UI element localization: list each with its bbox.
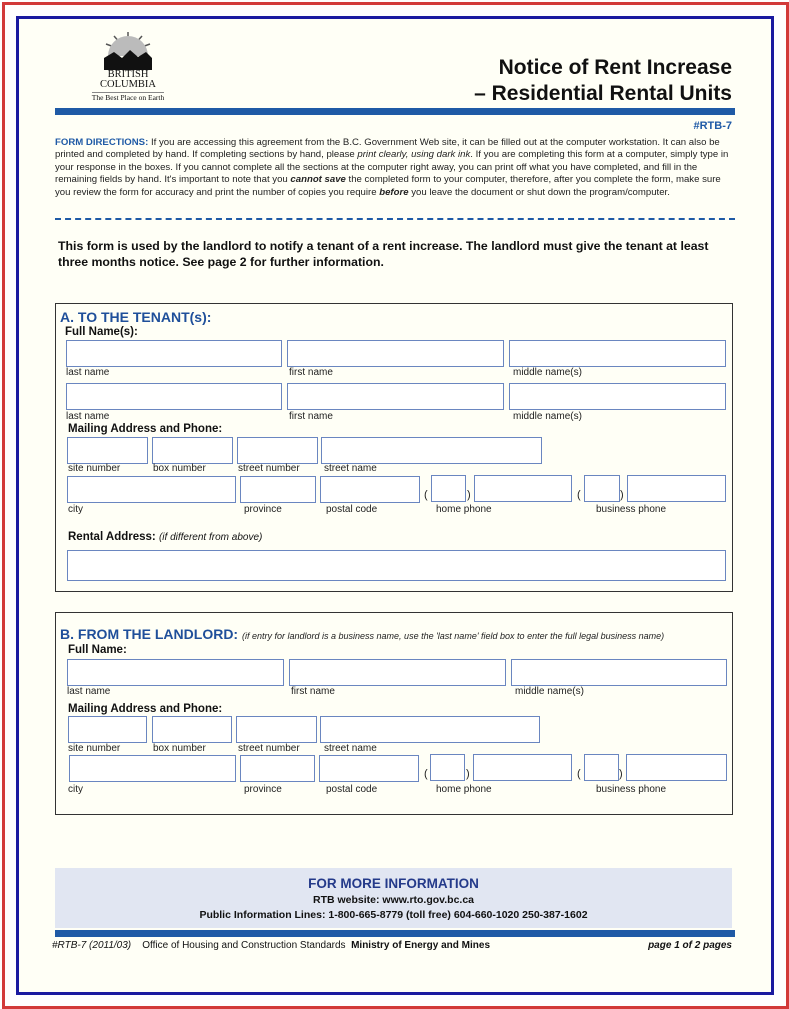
landlord-city-input[interactable] [69, 755, 236, 782]
paren: ) [620, 489, 624, 501]
last-name-label: last name [67, 686, 111, 697]
postal-code-label: postal code [326, 784, 378, 795]
section-b-title-text: B. FROM THE LANDLORD: [60, 626, 239, 642]
dashed-divider [55, 218, 735, 220]
middle-name-label: middle name(s) [513, 367, 582, 378]
landlord-site-number-input[interactable] [68, 716, 147, 743]
section-b-note: (if entry for landlord is a business name, use the 'last name' field box to enter the full legal business name) [241, 631, 665, 641]
tenant-street-name-input[interactable] [321, 437, 542, 464]
mailing-label: Mailing Address and Phone: [68, 703, 223, 715]
landlord-middle-name-input[interactable] [511, 659, 727, 686]
form-id: #RTB-7 [693, 120, 732, 132]
home-phone-label: home phone [436, 784, 492, 795]
landlord-box-number-input[interactable] [152, 716, 232, 743]
province-label: province [244, 504, 282, 515]
street-number-label: street number [238, 743, 300, 754]
tenant-city-input[interactable] [67, 476, 236, 503]
tenant-street-number-input[interactable] [237, 437, 318, 464]
public-info-lines: Public Information Lines: 1-800-665-8779 (toll free) 604-660-1020 250-387-1602 [199, 909, 588, 921]
paren: ( [577, 768, 581, 780]
middle-name-label: middle name(s) [515, 686, 584, 697]
rental-address-label [68, 531, 262, 543]
landlord-home-area-code-input[interactable] [430, 754, 465, 781]
tenant1-first-name-input[interactable] [287, 340, 504, 367]
footer-bar [55, 930, 735, 937]
rental-note: (if different from above) [158, 532, 263, 543]
more-info-heading: FOR MORE INFORMATION [308, 876, 479, 891]
header-bar [55, 108, 735, 115]
box-number-label: box number [153, 743, 206, 754]
full-names-label: Full Name(s): [65, 326, 138, 338]
landlord-business-phone-input[interactable] [626, 754, 727, 781]
page-number: page 1 of 2 pages [648, 940, 732, 951]
section-b-title [60, 626, 664, 642]
landlord-street-number-input[interactable] [236, 716, 317, 743]
first-name-label: first name [289, 411, 333, 422]
street-name-label: street name [324, 463, 377, 474]
paren: ( [424, 768, 428, 780]
logo-text [73, 70, 183, 103]
directions-bold: before [379, 186, 409, 198]
street-name-label: street name [324, 743, 377, 754]
rtb-website: RTB website: www.rto.gov.bc.ca [312, 894, 475, 906]
directions-text: you leave the document or shut down the program/computer. [408, 186, 670, 198]
tenant2-last-name-input[interactable] [66, 383, 282, 410]
landlord-first-name-input[interactable] [289, 659, 506, 686]
intro-text: This form is used by the landlord to notify a tenant of a rent increase. The landlord must give the tenant at least three months notice. See page 2 for further information. [58, 239, 709, 269]
tenant-site-number-input[interactable] [67, 437, 148, 464]
street-number-label: street number [238, 463, 300, 474]
tenant-box-number-input[interactable] [152, 437, 233, 464]
sun-mountain-icon [98, 30, 158, 70]
logo-line2: COLUMBIA [99, 79, 156, 90]
landlord-postal-code-input[interactable] [319, 755, 419, 782]
business-phone-label: business phone [596, 784, 667, 795]
province-label: province [244, 784, 282, 795]
middle-name-label: middle name(s) [513, 411, 582, 422]
full-name-label: Full Name: [68, 644, 127, 656]
section-a-title: A. TO THE TENANT(s): [60, 309, 212, 325]
form-directions [55, 137, 735, 199]
paren: ( [577, 489, 581, 501]
home-phone-label: home phone [436, 504, 492, 515]
directions-bold: cannot save [290, 174, 346, 186]
landlord-last-name-input[interactable] [67, 659, 284, 686]
site-number-label: site number [68, 463, 121, 474]
last-name-label: last name [66, 367, 110, 378]
footer-office: Office of Housing and Construction Standards [142, 940, 346, 951]
paren: ) [466, 768, 470, 780]
logo-line1: BRITISH [107, 69, 149, 80]
first-name-label: first name [289, 367, 333, 378]
bc-logo [73, 30, 183, 106]
rental-label: Rental Address: [68, 531, 156, 543]
rental-address-input[interactable] [67, 550, 726, 581]
city-label: city [68, 784, 83, 795]
landlord-business-area-code-input[interactable] [584, 754, 619, 781]
business-phone-label: business phone [596, 504, 667, 515]
tenant-home-area-code-input[interactable] [431, 475, 466, 502]
paren: ( [424, 489, 428, 501]
directions-italic: print clearly, using dark ink [357, 149, 471, 161]
mailing-label: Mailing Address and Phone: [68, 423, 223, 435]
page-title-line2: – Residential Rental Units [474, 82, 732, 105]
logo-tagline: The Best Place on Earth [91, 93, 165, 102]
footer-form-code: #RTB-7 (2011/03) [52, 940, 132, 951]
tenant-business-area-code-input[interactable] [584, 475, 620, 502]
footer-left [52, 940, 490, 951]
paren: ) [619, 768, 623, 780]
tenant1-last-name-input[interactable] [66, 340, 282, 367]
landlord-street-name-input[interactable] [320, 716, 540, 743]
city-label: city [68, 504, 83, 515]
box-number-label: box number [153, 463, 206, 474]
landlord-province-input[interactable] [240, 755, 315, 782]
directions-label: FORM DIRECTIONS: [55, 137, 149, 148]
tenant-postal-code-input[interactable] [320, 476, 420, 503]
more-info-box [55, 868, 732, 928]
tenant-home-phone-input[interactable] [474, 475, 572, 502]
tenant-province-input[interactable] [240, 476, 316, 503]
footer-ministry: Ministry of Energy and Mines [351, 940, 491, 951]
site-number-label: site number [68, 743, 121, 754]
tenant2-middle-name-input[interactable] [509, 383, 726, 410]
directions-text: . If you are completing this form at a computer, simply type in your response in the boxes. If you cannot complete all the sections at the computer right away, you can print off what you have completed, and fill in the remaining fields by hand. It's important to note that you [55, 149, 729, 186]
first-name-label: first name [291, 686, 335, 697]
directions-text: the completed form to your computer, therefore, after you complete the form, make sure you review the form for accuracy and print the number of copies you require [55, 174, 721, 198]
tenant2-first-name-input[interactable] [287, 383, 504, 410]
paren: ) [467, 489, 471, 501]
last-name-label: last name [66, 411, 110, 422]
postal-code-label: postal code [326, 504, 378, 515]
tenant-business-phone-input[interactable] [627, 475, 726, 502]
directions-text: If you are accessing this agreement from the B.C. Government Web site, it can be filled out at the computer workstation. It can also be printed and completed by hand. If completing sections by hand, please [55, 137, 720, 161]
landlord-home-phone-input[interactable] [473, 754, 572, 781]
page-title-line1: Notice of Rent Increase [498, 56, 732, 79]
tenant1-middle-name-input[interactable] [509, 340, 726, 367]
